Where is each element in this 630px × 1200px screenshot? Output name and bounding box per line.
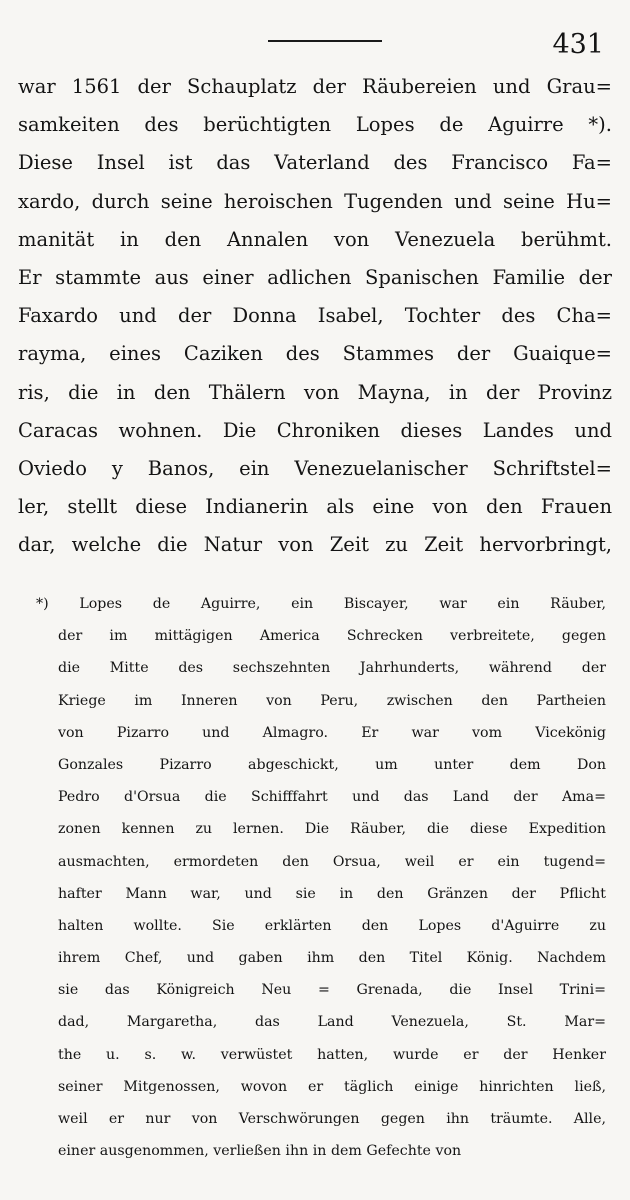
footnote-line: dad, Margaretha, das Land Venezuela, St. Mar= [58, 1014, 606, 1031]
footnote-line: die Mitte des sechszehnten Jahrhunderts, während der [58, 660, 606, 677]
footnote-line: halten wollte. Sie erklärten den Lopes d'Aguirre zu [58, 917, 606, 934]
footnote-line: ihrem Chef, und gaben ihm den Titel König. Nachdem [58, 950, 606, 967]
footnote [36, 588, 606, 1167]
text-line: Oviedo y Banos, ein Venezuelanischer Schriftstel= [18, 456, 612, 480]
text-line: Er stammte aus einer adlichen Spanischen Familie der [18, 265, 612, 289]
footnote-line: einer ausgenommen, verließen ihn in dem Gefechte von [58, 1143, 462, 1160]
footnote-line: Kriege im Inneren von Peru, zwischen den Partheien [58, 692, 606, 709]
footnote-line: hafter Mann war, und sie in den Gränzen der Pflicht [58, 885, 606, 902]
footnote-line: Pedro d'Orsua die Schifffahrt und das Land der Ama= [58, 789, 606, 806]
footnote-line: *) Lopes de Aguirre, ein Biscayer, war ein Räuber, [36, 596, 606, 612]
text-line: Caracas wohnen. Die Chroniken dieses Landes und [18, 418, 612, 442]
text-line: ris, die in den Thälern von Mayna, in der Provinz [18, 380, 612, 404]
text-line: Diese Insel ist das Vaterland des Francisco Fa= [18, 151, 612, 175]
footnote-line: Gonzales Pizarro abgeschickt, um unter dem Don [58, 756, 606, 773]
page-number: 431 [552, 29, 604, 60]
text-line: war 1561 der Schauplatz der Räubereien und Grau= [18, 75, 612, 98]
text-line: xardo, durch seine heroischen Tugenden und seine Hu= [18, 189, 612, 213]
header-rule [268, 40, 382, 42]
footnote-line: zonen kennen zu lernen. Die Räuber, die diese Expedition [58, 821, 606, 838]
footnote-line: the u. s. w. verwüstet hatten, wurde er der Henker [58, 1046, 606, 1063]
text-line: ler, stellt diese Indianerin als eine von den Frauen [18, 495, 612, 519]
footnote-line: seiner Mitgenossen, wovon er täglich einige hinrichten ließ, [58, 1078, 606, 1095]
main-text [18, 68, 612, 564]
text-line: manität in den Annalen von Venezuela berühmt. [18, 227, 612, 251]
text-line: Faxardo und der Donna Isabel, Tochter des Cha= [18, 304, 612, 328]
footnote-line: ausmachten, ermordeten den Orsua, weil er ein tugend= [58, 853, 606, 870]
footnote-line: von Pizarro und Almagro. Er war vom Vicekönig [58, 724, 606, 741]
text-line: rayma, eines Caziken des Stammes der Guaique= [18, 342, 612, 366]
footnote-line: sie das Königreich Neu = Grenada, die Insel Trini= [58, 982, 606, 999]
footnote-line: weil er nur von Verschwörungen gegen ihn träumte. Alle, [58, 1111, 606, 1127]
text-line: samkeiten des berüchtigten Lopes de Aguirre *). [18, 113, 612, 137]
text-line: dar, welche die Natur von Zeit zu Zeit hervorbringt, [18, 533, 612, 557]
footnote-line: der im mittägigen America Schrecken verbreitete, gegen [58, 628, 606, 645]
